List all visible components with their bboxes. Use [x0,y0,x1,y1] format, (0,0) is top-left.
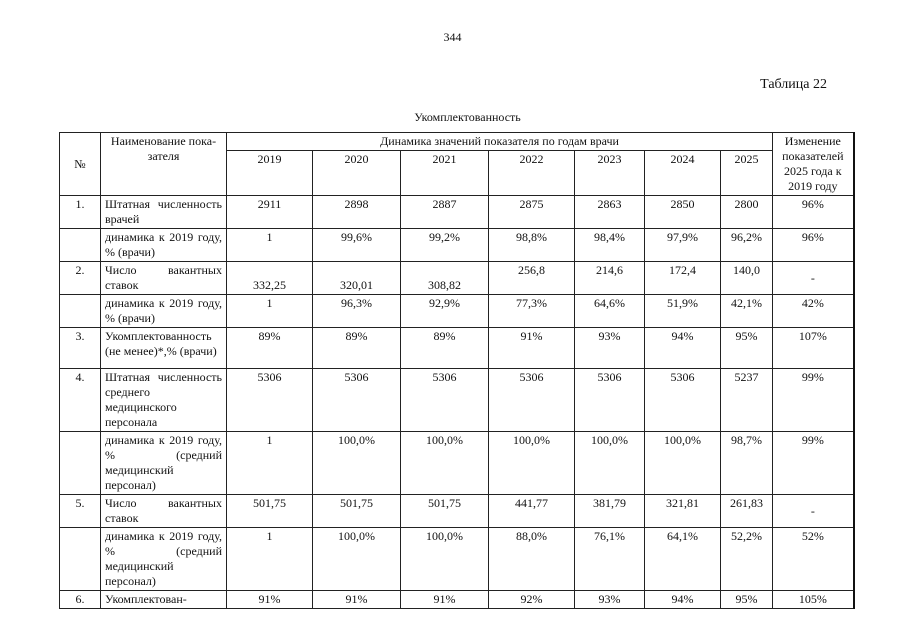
row-number: 3. [60,328,101,369]
row-number: 4. [60,369,101,432]
value-cell: 214,6 [575,262,645,295]
value-cell: 332,25 [227,262,313,295]
change-cell: 99% [773,432,854,495]
row-number: 5. [60,495,101,528]
value-cell: 501,75 [313,495,401,528]
value-cell: 99,6% [313,229,401,262]
header-year-2023: 2023 [575,151,645,196]
table-row [60,591,854,609]
change-cell: 52% [773,528,854,591]
table-row [60,295,854,328]
value-cell: 2887 [401,196,489,229]
value-cell: 93% [575,591,645,609]
table-label: Таблица 22 [760,77,827,92]
value-cell: 5306 [575,369,645,432]
change-cell: 96% [773,196,854,229]
value-cell: 2850 [645,196,721,229]
value-cell: 441,77 [489,495,575,528]
header-dynamics: Динамика значений показателя по годам врачи [227,133,773,151]
value-cell: 98,7% [721,432,773,495]
value-cell: 100,0% [575,432,645,495]
row-name: Число вакантных ставок [101,495,227,528]
row-number: 2. [60,262,101,295]
header-num: № [60,133,101,196]
value-cell: 5306 [401,369,489,432]
value-cell: 98,4% [575,229,645,262]
value-cell: 100,0% [489,432,575,495]
row-number: 1. [60,196,101,229]
value-cell: 100,0% [645,432,721,495]
value-cell: 256,8 [489,262,575,295]
value-cell: 42,1% [721,295,773,328]
table-row [60,495,854,528]
row-number [60,528,101,591]
value-cell: 76,1% [575,528,645,591]
value-cell: 89% [227,328,313,369]
value-cell: 140,0 [721,262,773,295]
table-caption: Укомплектованность [414,110,521,124]
value-cell: 96,3% [313,295,401,328]
row-name: динамика к 2019 году, % (врачи) [101,295,227,328]
table-row [60,229,854,262]
table-row [60,196,854,229]
value-cell: 5306 [227,369,313,432]
value-cell: 501,75 [401,495,489,528]
header-year-2020: 2020 [313,151,401,196]
table-row [60,528,854,591]
value-cell: 321,81 [645,495,721,528]
value-cell: 1 [227,295,313,328]
value-cell: 93% [575,328,645,369]
row-number: 6. [60,591,101,609]
value-cell: 1 [227,432,313,495]
header-year-2022: 2022 [489,151,575,196]
value-cell: 99,2% [401,229,489,262]
change-cell: 42% [773,295,854,328]
value-cell: 2800 [721,196,773,229]
row-name: Штатная численность среднего медицинского персонала [101,369,227,432]
value-cell: 5306 [645,369,721,432]
value-cell: 381,79 [575,495,645,528]
row-name: Укомплектованность (не менее)*,% (врачи) [101,328,227,369]
value-cell: 51,9% [645,295,721,328]
row-name: динамика к 2019 году, % (врачи) [101,229,227,262]
value-cell: 100,0% [313,528,401,591]
row-name: динамика к 2019 году, % (средний медицинский персонал) [101,432,227,495]
value-cell: 94% [645,328,721,369]
change-cell: - [773,262,854,295]
header-year-2025: 2025 [721,151,773,196]
header-change: Изменение показателей 2025 года к 2019 году [773,133,854,196]
value-cell: 1 [227,229,313,262]
value-cell: 5306 [313,369,401,432]
table-row [60,262,854,295]
header-year-2024: 2024 [645,151,721,196]
value-cell: 172,4 [645,262,721,295]
value-cell: 52,2% [721,528,773,591]
row-number [60,432,101,495]
table-row [60,432,854,495]
value-cell: 2911 [227,196,313,229]
value-cell: 94% [645,591,721,609]
value-cell: 501,75 [227,495,313,528]
value-cell: 1 [227,528,313,591]
value-cell: 95% [721,328,773,369]
table-row [60,328,854,369]
value-cell: 91% [401,591,489,609]
row-name: Число вакантных ставок [101,262,227,295]
value-cell: 91% [227,591,313,609]
value-cell: 100,0% [401,432,489,495]
table-row [60,369,854,432]
value-cell: 92% [489,591,575,609]
value-cell: 320,01 [313,262,401,295]
value-cell: 77,3% [489,295,575,328]
row-name: динамика к 2019 году, % (средний медицинский персонал) [101,528,227,591]
value-cell: 97,9% [645,229,721,262]
row-name: Укомплектован- [101,591,227,609]
header-name: Наименование пока- зателя [101,133,227,196]
value-cell: 88,0% [489,528,575,591]
value-cell: 308,82 [401,262,489,295]
value-cell: 64,1% [645,528,721,591]
change-cell: 107% [773,328,854,369]
value-cell: 5237 [721,369,773,432]
value-cell: 89% [313,328,401,369]
value-cell: 92,9% [401,295,489,328]
row-number [60,229,101,262]
page-number: 344 [443,30,462,44]
value-cell: 96,2% [721,229,773,262]
change-cell: 99% [773,369,854,432]
header-year-2021: 2021 [401,151,489,196]
staffing-table [59,132,855,609]
change-cell: - [773,495,854,528]
header-year-2019: 2019 [227,151,313,196]
value-cell: 2863 [575,196,645,229]
value-cell: 89% [401,328,489,369]
row-number [60,295,101,328]
value-cell: 98,8% [489,229,575,262]
value-cell: 2898 [313,196,401,229]
value-cell: 91% [489,328,575,369]
value-cell: 64,6% [575,295,645,328]
value-cell: 261,83 [721,495,773,528]
value-cell: 100,0% [313,432,401,495]
value-cell: 100,0% [401,528,489,591]
change-cell: 96% [773,229,854,262]
row-name: Штатная численность врачей [101,196,227,229]
value-cell: 5306 [489,369,575,432]
value-cell: 2875 [489,196,575,229]
value-cell: 95% [721,591,773,609]
value-cell: 91% [313,591,401,609]
change-cell: 105% [773,591,854,609]
